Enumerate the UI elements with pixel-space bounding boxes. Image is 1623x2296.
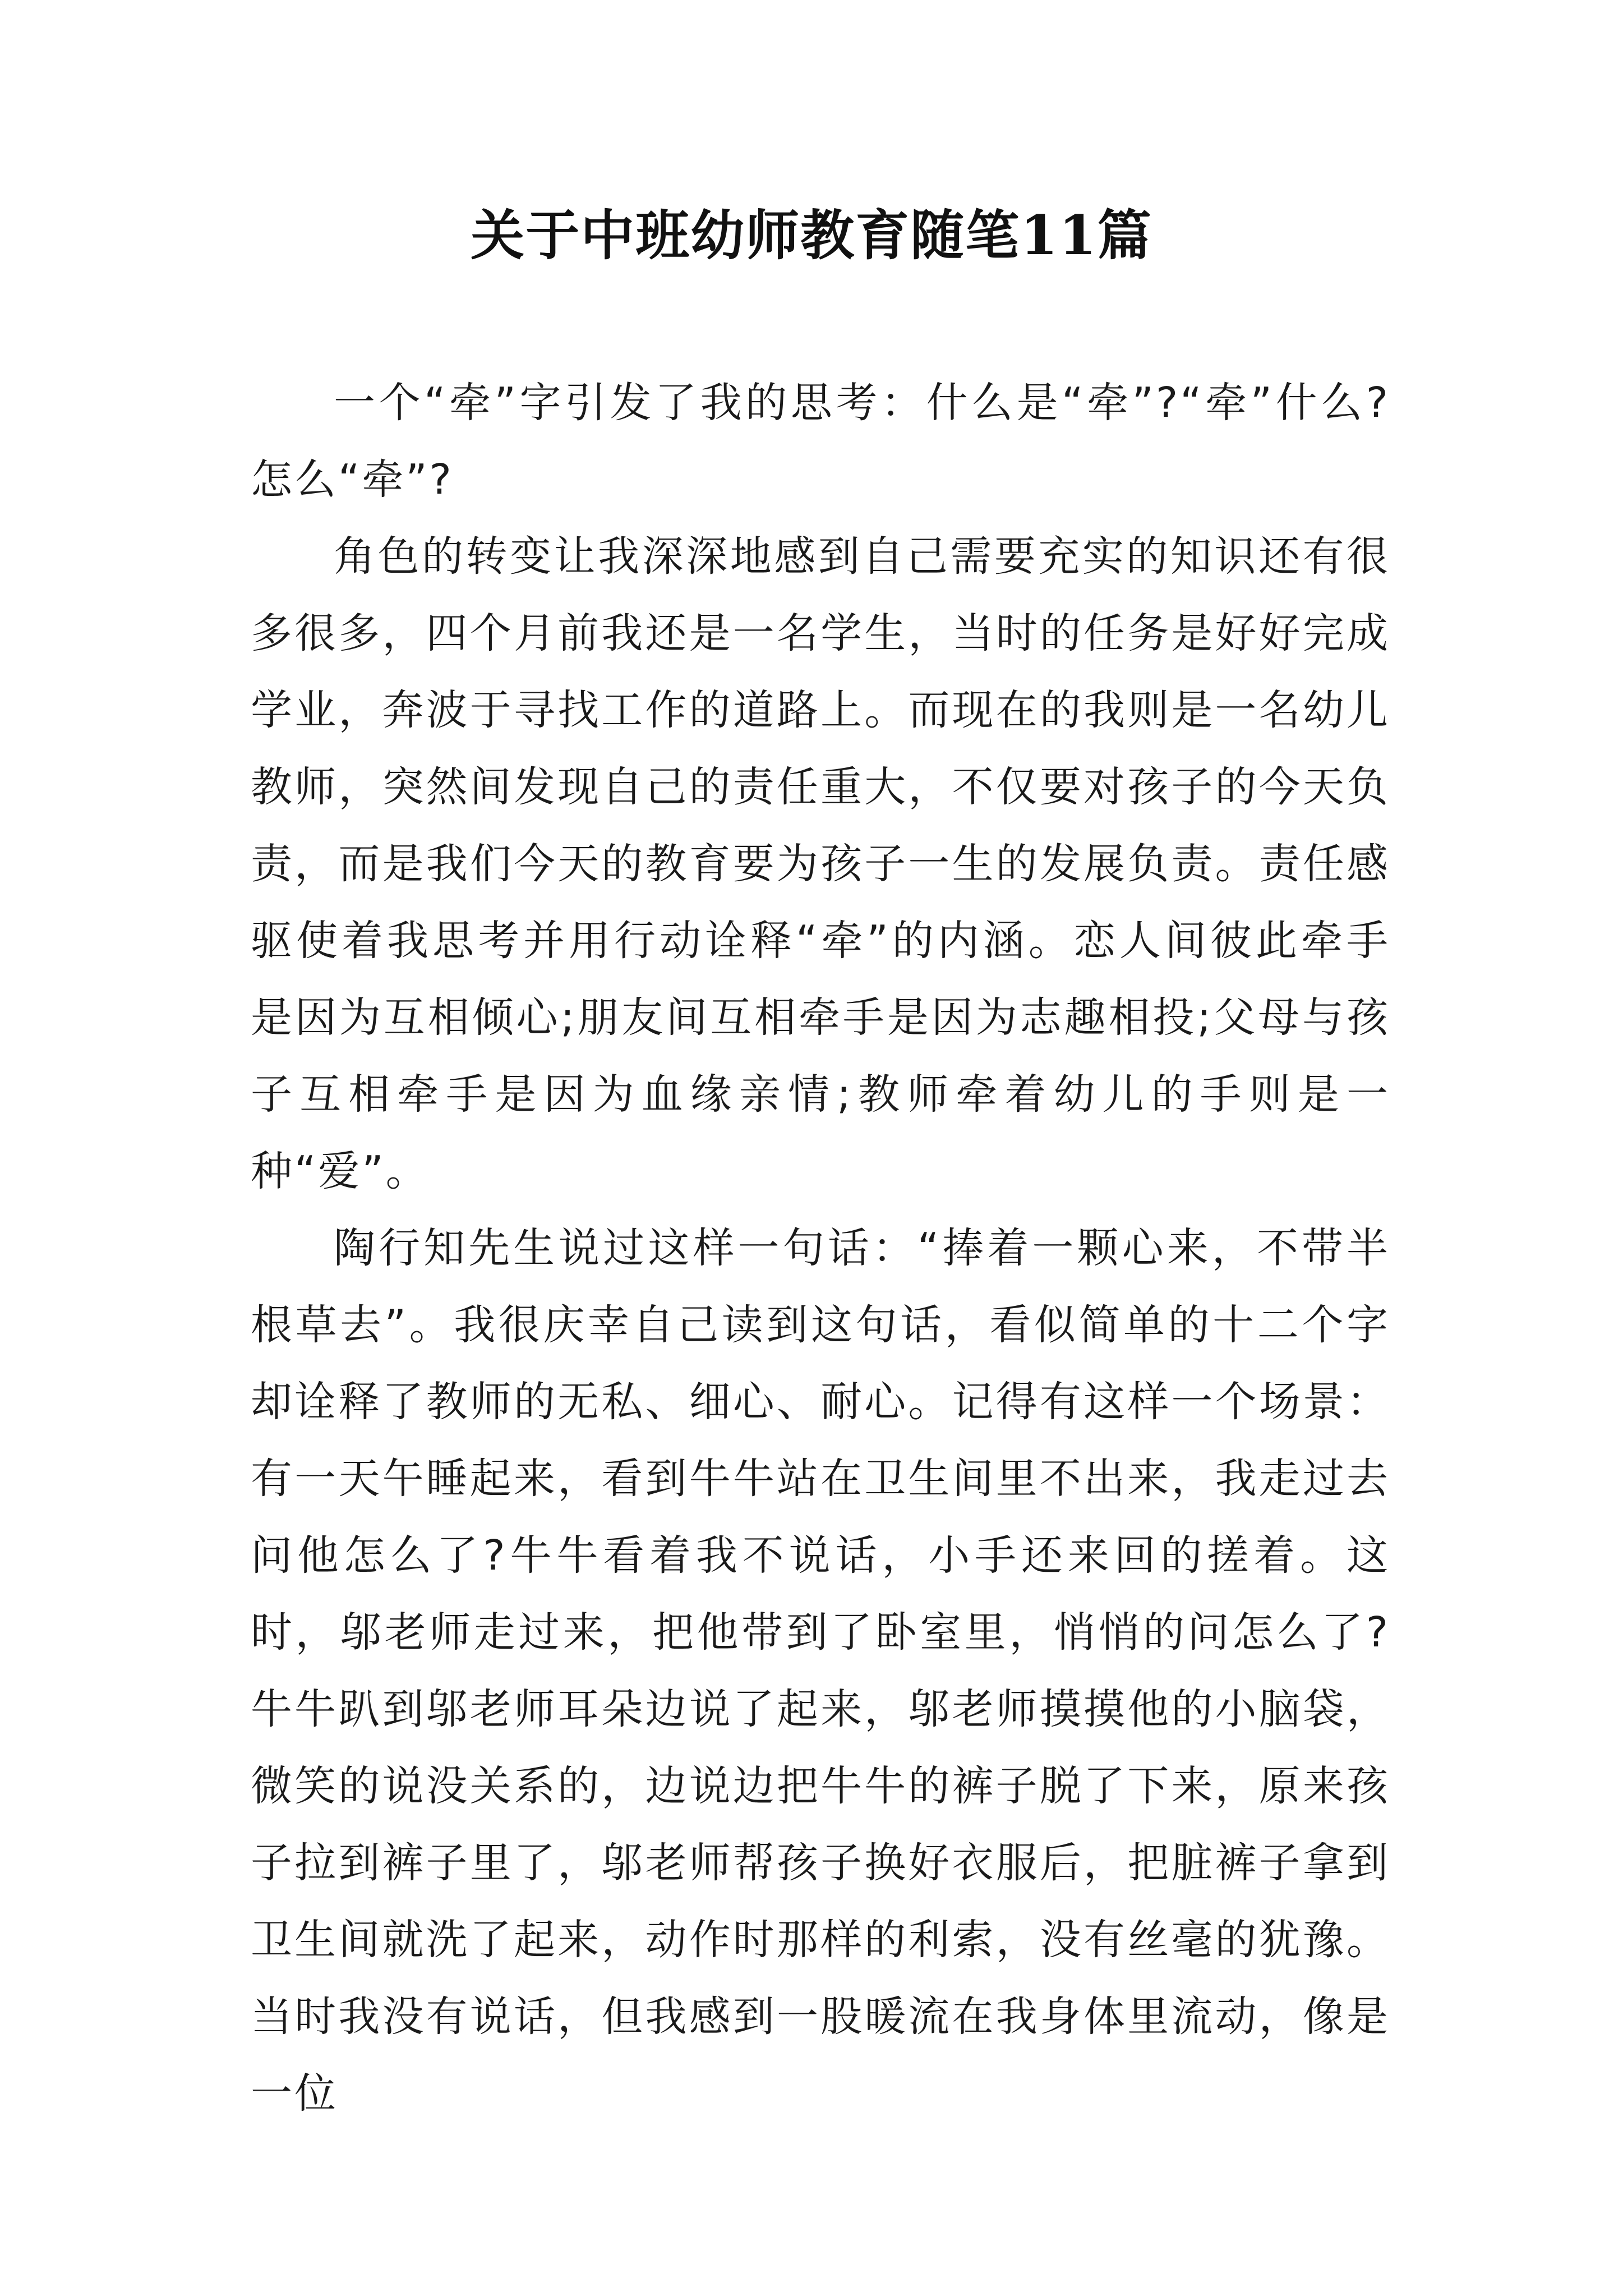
paragraph: 陶行知先生说过这样一句话：“捧着一颗心来，不带半根草去”。我很庆幸自己读到这句话，看似简单的十二个字却诠释了教师的无私、细心、耐心。记得有这样一个场景：有一天午睡起来，看到牛牛站在卫生间里不出来，我走过去问他怎么了?牛牛看着我不说话，小手还来回的搓着。这时，邬老师走过来，把他带到了卧室里，悄悄的问怎么了?牛牛趴到邬老师耳朵边说了起来，邬老师摸摸他的小脑袋，微笑的说没关系的，边说边把牛牛的裤子脱了下来，原来孩子拉到裤子里了，邬老师帮孩子换好衣服后，把脏裤子拿到卫生间就洗了起来，动作时那样的利索，没有丝毫的犹豫。当时我没有说话，但我感到一股暖流在我身体里流动，像是一位 [251,1224,1390,2118]
paragraph: 一个“牵”字引发了我的思考：什么是“牵”?“牵”什么?怎么“牵”? [251,379,1390,504]
paragraph: 角色的转变让我深深地感到自己需要充实的知识还有很多很多，四个月前我还是一名学生，当时的任务是好好完成学业，奔波于寻找工作的道路上。而现在的我则是一名幼儿教师，突然间发现自己的责任重大，不仅要对孩子的今天负责，而是我们今天的教育要为孩子一生的发展负责。责任感驱使着我思考并用行动诠释“牵”的内涵。恋人间彼此牵手是因为互相倾心;朋友间互相牵手是因为志趣相投;父母与孩子互相牵手是因为血缘亲情;教师牵着幼儿的手则是一种“爱”。 [251,532,1390,1195]
document-body [251,365,1390,2132]
document-title: 关于中班幼师教育随笔11篇 [471,204,1152,267]
